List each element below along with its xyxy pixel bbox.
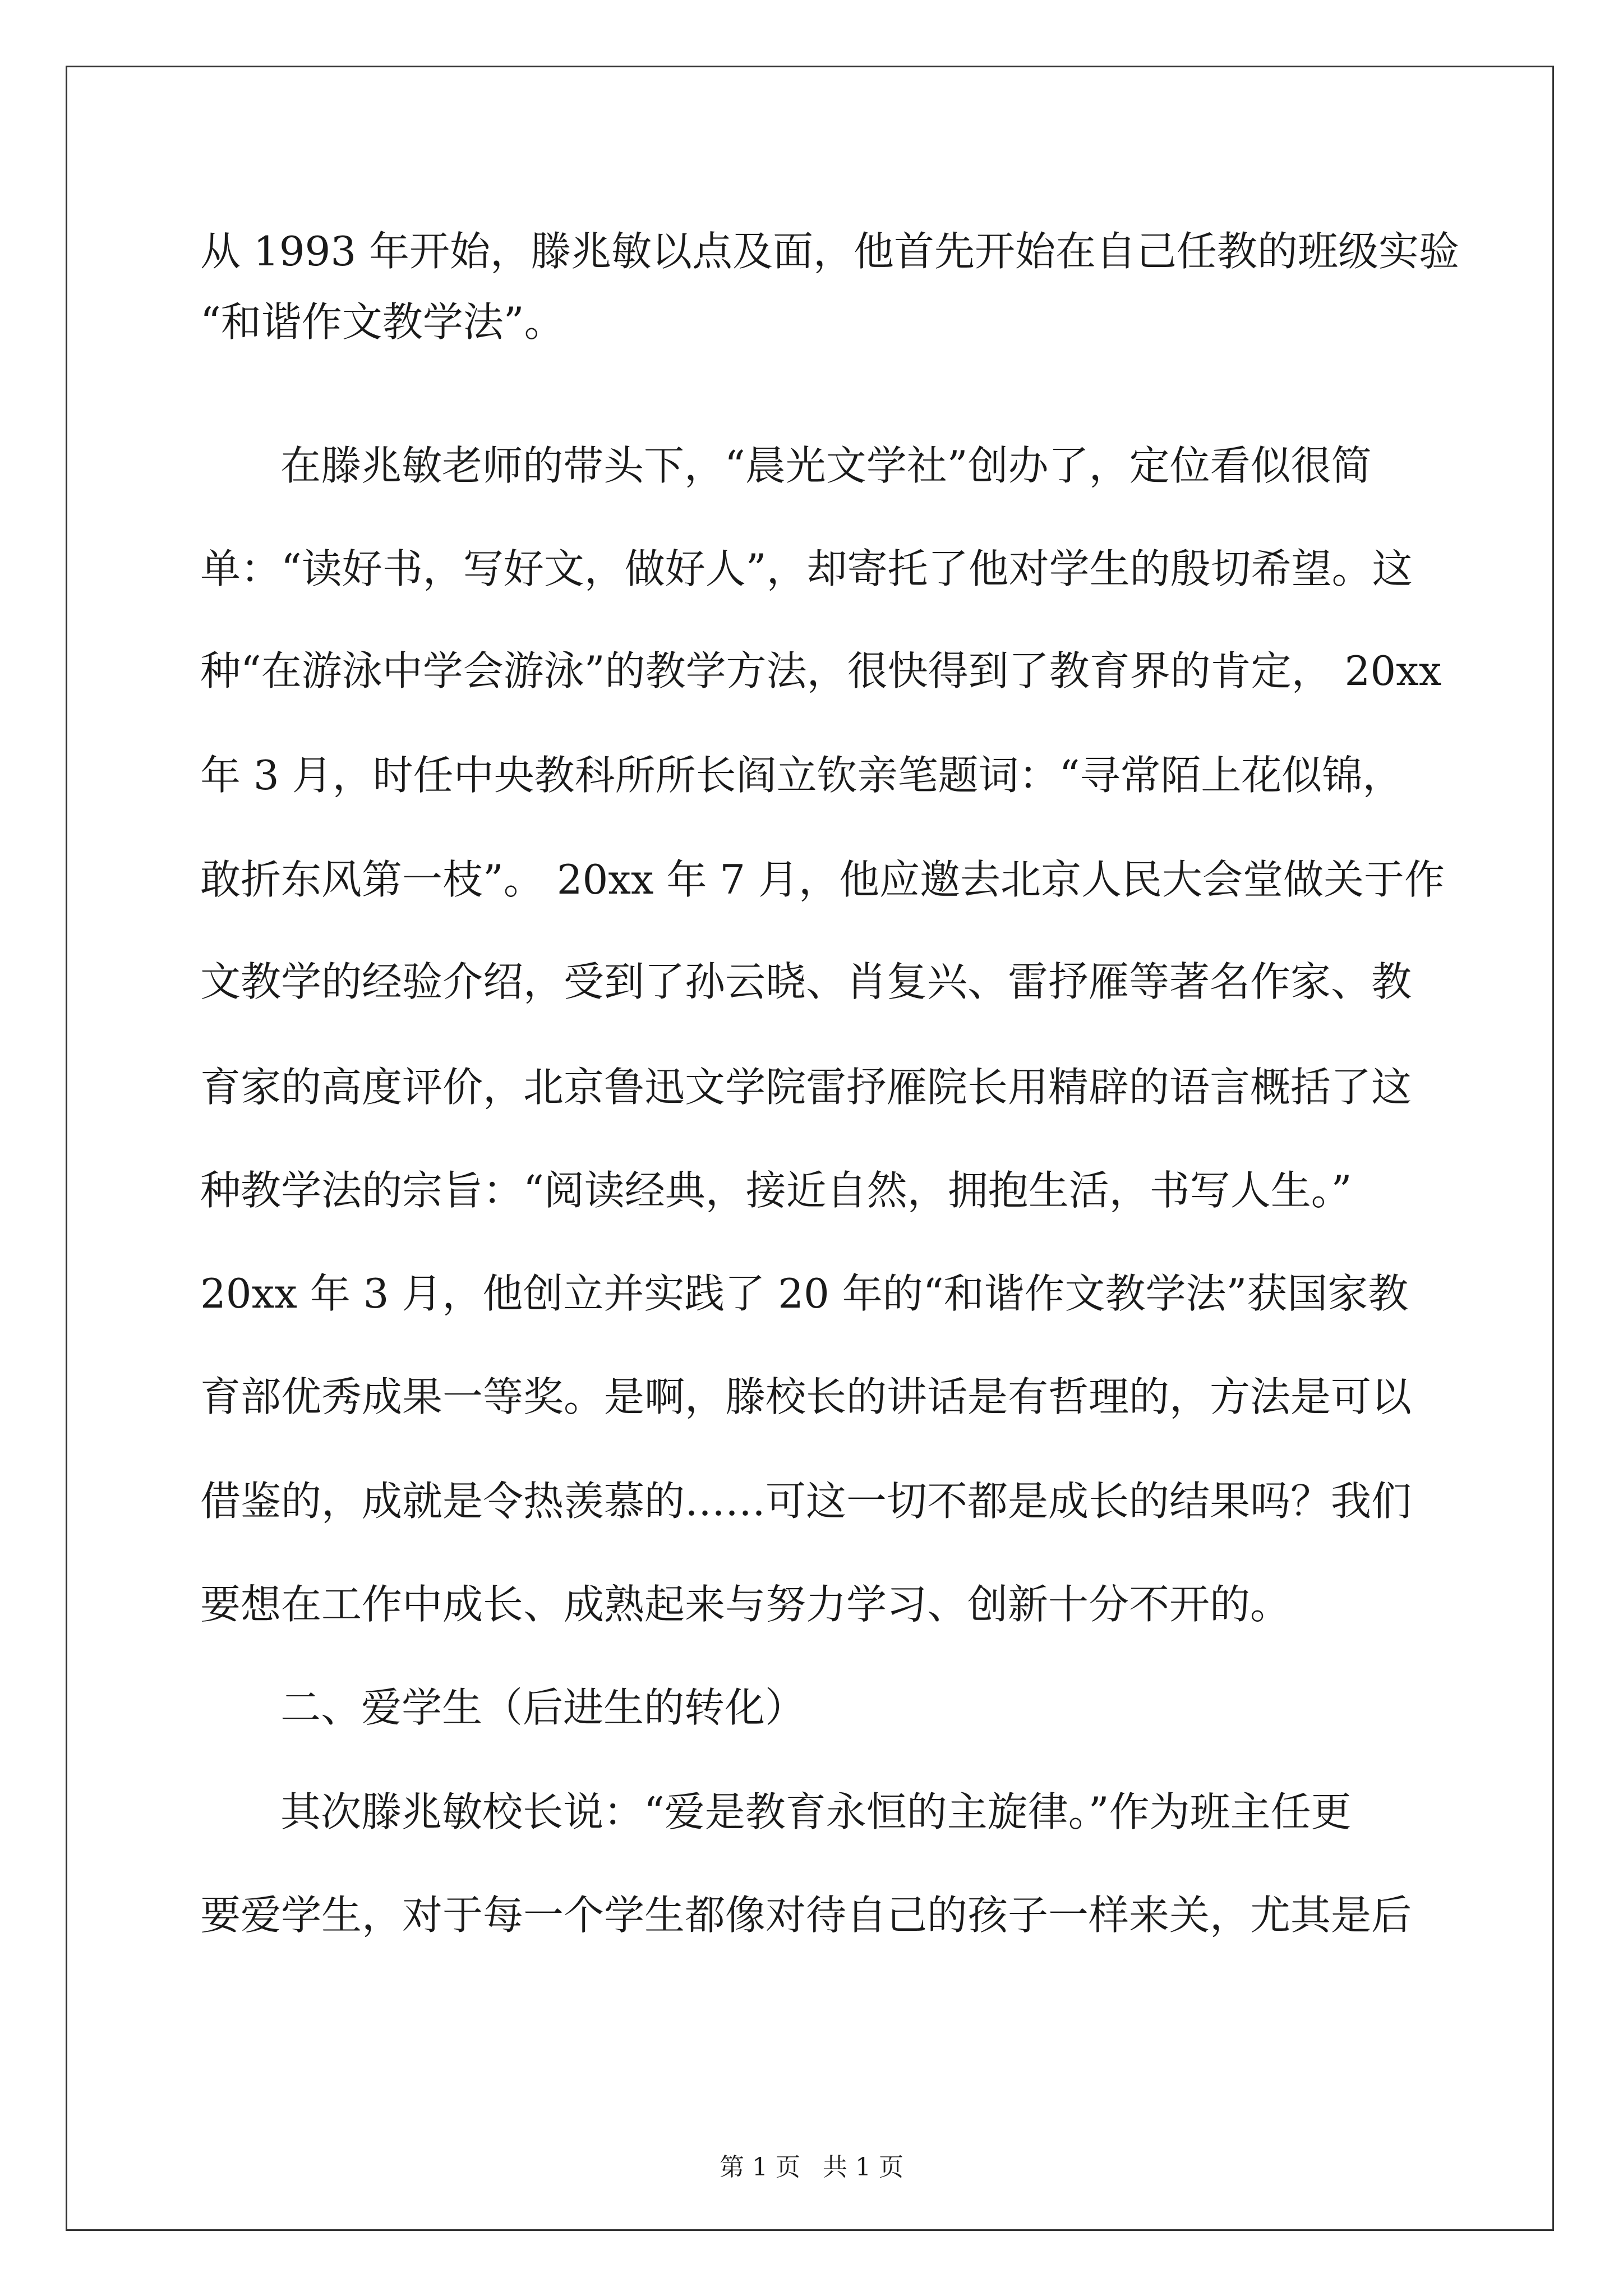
paragraph-first-line: 其次滕兆敏校长说：“爱是教育永恒的主旋律。”作为班主任更 [280, 1788, 1352, 1835]
text-line: 要想在工作中成长、成熟起来与努力学习、创新十分不开的。 [200, 1581, 1291, 1628]
section-heading: 二、爱学生（后进生的转化） [280, 1684, 806, 1731]
text-line: 育部优秀成果一等奖。是啊，滕校长的讲话是有哲理的，方法是可以 [200, 1373, 1412, 1420]
text-line: 文教学的经验介绍，受到了孙云晓、肖复兴、雷抒雁等著名作家、教 [200, 958, 1412, 1005]
page-total: 共 1 页 [823, 2153, 903, 2182]
text-line: 敢折东风第一枝”。 20xx 年 7 月，他应邀去北京人民大会堂做关于作 [200, 856, 1445, 903]
text-line: 要爱学生，对于每一个学生都像对待自己的孩子一样来关，尤其是后 [200, 1892, 1412, 1939]
text-line: 育家的高度评价，北京鲁迅文学院雷抒雁院长用精辟的语言概括了这 [200, 1064, 1412, 1111]
text-line: 种教学法的宗旨：“阅读经典，接近自然，拥抱生活，书写人生。” [200, 1167, 1352, 1214]
text-line: 借鉴的，成就是令热羡慕的……可这一切不都是成长的结果吗？我们 [200, 1478, 1412, 1525]
text-line: 种“在游泳中学会游泳”的教学方法，很快得到了教育界的肯定， 20xx [200, 647, 1442, 694]
text-line: 单：“读好书，写好文，做好人”，却寄托了他对学生的殷切希望。这 [200, 545, 1413, 592]
text-line: 从 1993 年开始，滕兆敏以点及面，他首先开始在自己任教的班级实验 [200, 228, 1460, 275]
text-line: 20xx 年 3 月，他创立并实践了 20 年的“和谐作文教学法”获国家教 [200, 1270, 1409, 1317]
paragraph-first-line: 在滕兆敏老师的带头下，“晨光文学社”创办了，定位看似很简 [280, 442, 1372, 489]
page-footer [0, 2152, 1623, 2183]
text-line: 年 3 月，时任中央教科所所长阎立钦亲笔题词：“寻常陌上花似锦， [200, 752, 1403, 799]
text-line: “和谐作文教学法”。 [200, 298, 565, 346]
page-number: 第 1 页 [720, 2153, 800, 2182]
